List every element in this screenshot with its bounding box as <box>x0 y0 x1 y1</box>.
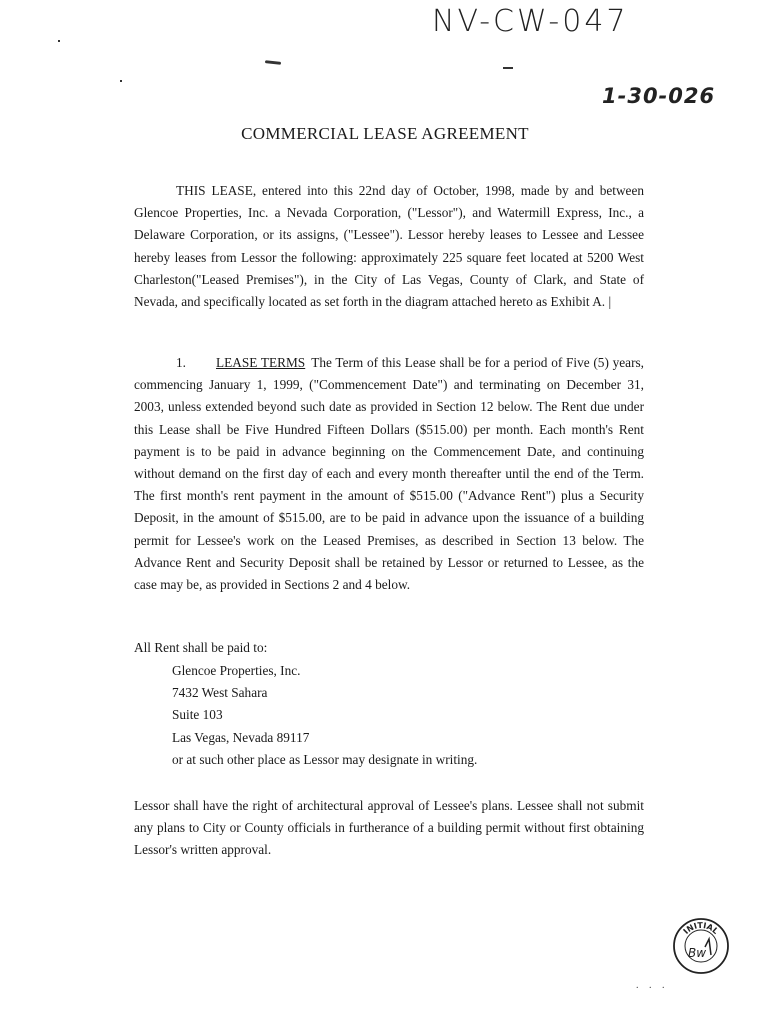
opening-paragraph: THIS LEASE, entered into this 22nd day of October, 1998, made by and between Glencoe Properties, Inc. a Nevada Corporation, ("Lessor"), and Watermill Express, Inc., a Delaware Corporation, or its assigns, ("Lessee"). Lessor hereby leases to Lessee and Lessee hereby leases from Lessor the following: approximately 225 square feet located at 5200 West Charleston("Leased Premises"), in the City of Las Vegas, County of Clark, and State of Nevada, and specifically located as set forth in the diagram attached hereto as Exhibit A. | <box>134 183 644 310</box>
rent-payment-intro: All Rent shall be paid to: <box>134 640 268 655</box>
address-line: or at such other place as Lessor may designate in writing. <box>172 751 478 767</box>
address-line: 7432 West Sahara <box>172 685 268 701</box>
scan-mark <box>58 40 60 42</box>
section-number: 1. <box>176 355 186 370</box>
seal-initials: Bw <box>687 946 707 960</box>
payment-address-block <box>172 660 632 771</box>
scan-mark <box>265 60 281 65</box>
scan-mark <box>120 80 122 82</box>
section-lease-terms <box>134 352 644 596</box>
architectural-approval-paragraph: Lessor shall have the right of architectural approval of Lessee's plans. Lessee shall not submit any plans to City or County officials in furtherance of a building permit without first obtaining Lessor's written approval. <box>134 798 644 858</box>
handwritten-page-reference: 1-30-026 <box>602 84 716 108</box>
address-line: Glencoe Properties, Inc. <box>172 663 301 678</box>
initial-stamp-seal <box>672 917 730 975</box>
document-title: COMMERCIAL LEASE AGREEMENT <box>241 124 529 144</box>
section-heading: LEASE TERMS <box>216 355 306 370</box>
address-line: Suite 103 <box>172 707 223 723</box>
scan-mark <box>503 67 513 69</box>
address-line: Las Vegas, Nevada 89117 <box>172 729 310 745</box>
handwritten-document-reference: NV-CW-047 <box>432 4 629 39</box>
seal-label: INITIAL <box>681 920 721 936</box>
section-text: The Term of this Lease shall be for a period of Five (5) years, commencing January 1, 1999, ("Commencement Date") and terminating on December 31, 2003, unless extended beyond such date as provided in Section 12 below. The Rent due under this Lease shall be Five Hundred Fifteen Dollars ($515.00) per month. Each month's Rent payment is to be paid in advance beginning on the Commencement Date, and continuing without demand on the first day of each and every month thereafter until the end of the Term. The first month's rent payment in the amount of $515.00 ("Advance Rent") plus a Security Deposit, in the amount of $515.00, are to be paid in advance upon the issuance of a building permit for Lessee's work on the Leased Premises, as described in Section 13 below. The Advance Rent and Security Deposit shall be retained by Lessor or returned to Lessee, as the case may be, as provided in Sections 2 and 4 below. <box>134 355 644 593</box>
scan-dots: . . . <box>636 980 669 991</box>
